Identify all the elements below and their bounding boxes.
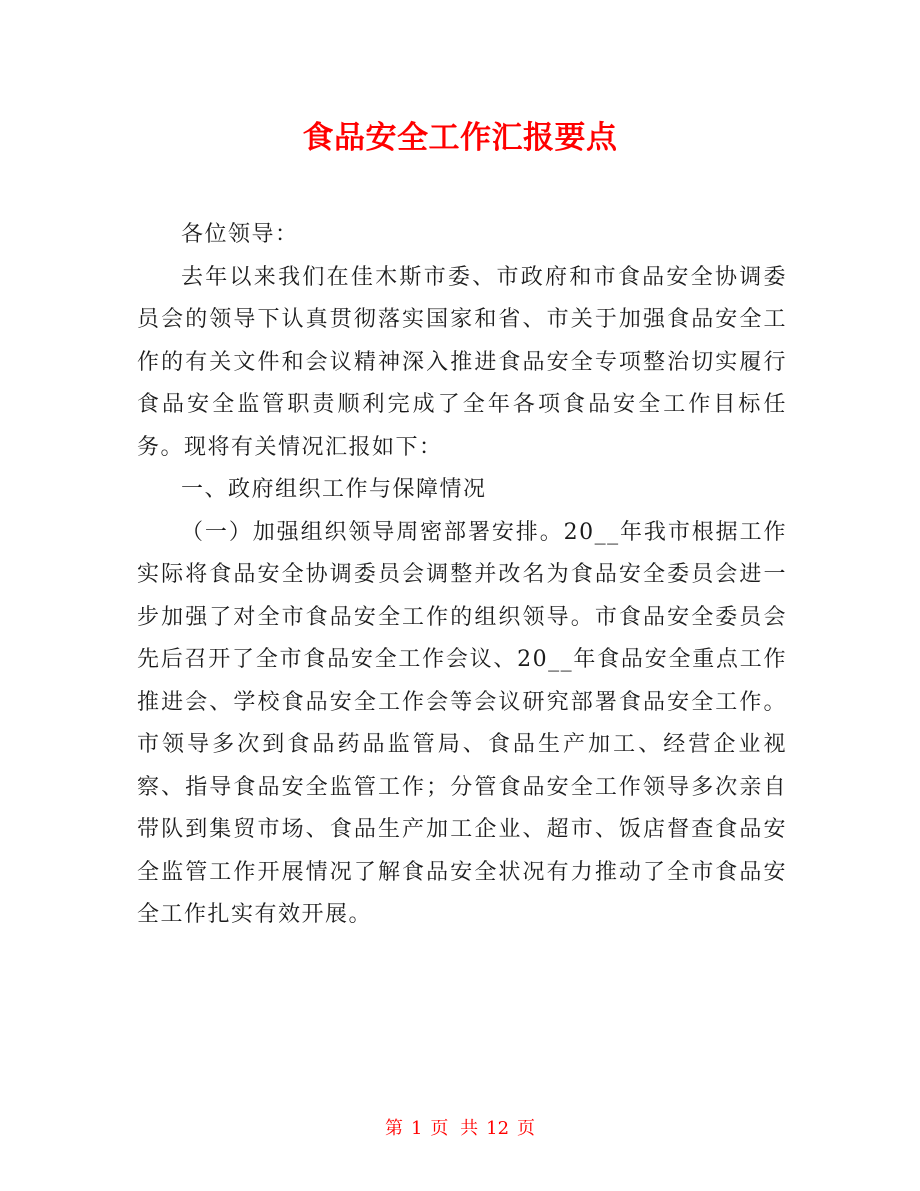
footer-prefix: 第 [384,1118,403,1139]
page-footer [0,1114,920,1140]
subsection-paragraph: （一）加强组织领导周密部署安排。20__年我市根据工作实际将食品安全协调委员会调整并改名为食品安全委员会进一步加强了对全市食品安全工作的组织领导。市食品安全委员会先后召开了全市食品安全工作会议、20__年食品安全重点工作推进会、学校食品安全工作会等会议研究部署食品安全工作。市领导多次到食品药品监管局、食品生产加工、经营企业视察、指导食品安全监管工作；分管食品安全工作领导多次亲自带队到集贸市场、食品生产加工企业、超市、饭店督查食品安全监管工作开展情况了解食品安全状况有力推动了全市食品安全工作扎实有效开展。 [137,519,787,927]
footer-mid: 页 共 [430,1118,479,1139]
intro-paragraph: 去年以来我们在佳木斯市委、市政府和市食品安全协调委员会的领导下认真贯彻落实国家和省、市关于加强食品安全工作的有关文件和会议精神深入推进食品安全专项整治切实履行食品安全监管职责顺利完成了全年各项食品安全工作目标任务。现将有关情况汇报如下： [137,264,787,460]
footer-current-page: 1 [410,1118,423,1139]
document-title: 食品安全工作汇报要点 [302,120,618,156]
section-heading: 一、政府组织工作与保障情况 [181,477,487,502]
document-body [137,214,787,937]
salutation-paragraph: 各位领导： [181,222,299,247]
footer-total-pages: 12 [486,1118,510,1139]
footer-suffix: 页 [517,1118,536,1139]
